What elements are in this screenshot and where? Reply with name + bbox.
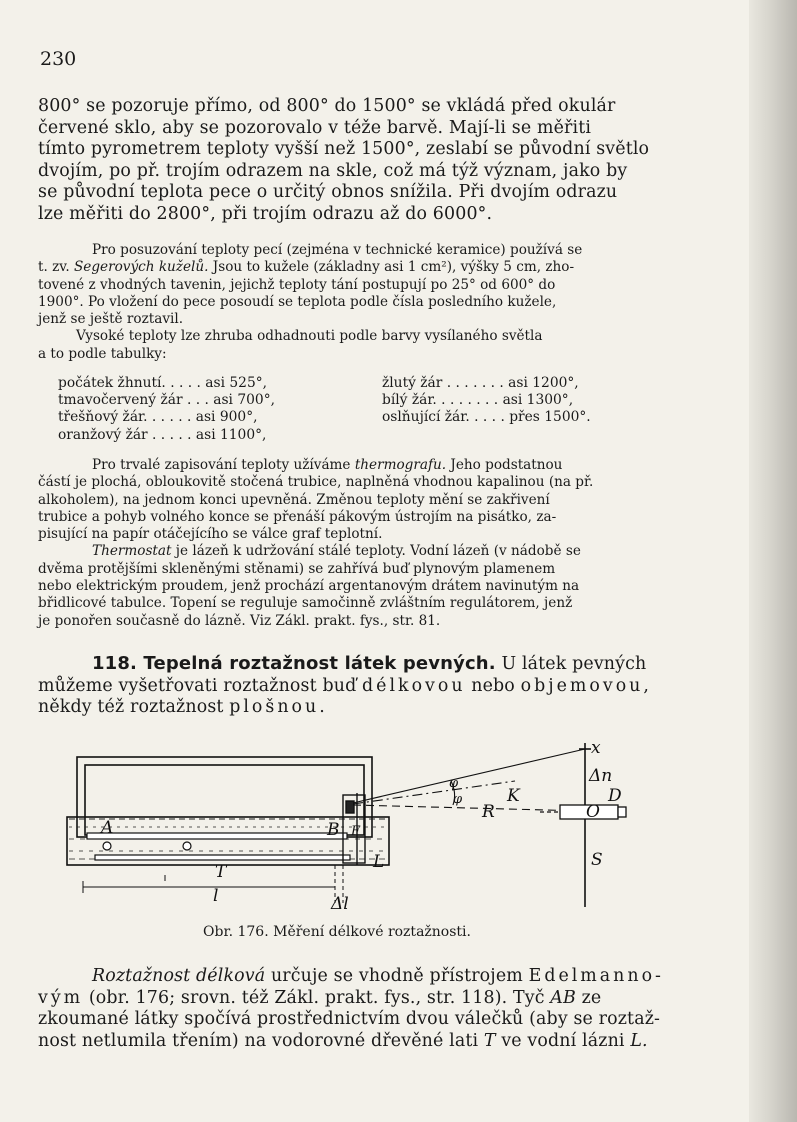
rod-ab [87,833,350,860]
table-cell: bílý žár. . . . . . . . asi 1300°, [382,392,574,409]
label-delta-n: Δn [589,766,613,786]
text-line: břidlicové tabulce. Topení se reguluje samočinně zvláštním regulátorem, jenž [38,595,573,612]
text-line: můžeme vyšetřovati roztažnost buď délkovou nebo objemovou, [38,675,652,696]
text-line: Thermostat je lázeň k udržování stálé teploty. Vodní lázeň (v nádobě se [92,543,581,560]
table-row [58,375,591,392]
label-a: A [101,818,114,838]
table-cell: třešňový žár. . . . . . asi 900°, [58,409,258,426]
final-paragraph [38,966,670,1052]
table-cell: oslňující žár. . . . . přes 1500°. [382,409,591,426]
label-f: F [351,824,361,839]
telescope-d [540,805,626,819]
label-l-bath: L [373,852,385,872]
text-line: t. zv. Segerových kuželů. Jsou to kužele (základny asi 1 cm²), výšky 5 cm, zho- [38,259,575,276]
label-b: B [327,820,340,840]
label-d: D [608,786,622,806]
label-phi-2: φ [453,792,463,807]
intro-paragraph [38,96,670,225]
table-cell: žlutý žár . . . . . . . asi 1200°, [382,375,579,391]
label-phi-1: φ [449,776,459,791]
table-row [58,392,591,409]
text-line: vým (obr. 176; srovn. též Zákl. prakt. fys., str. 118). Tyč AB ze [38,987,602,1008]
text-line: Roztažnost délková určuje se vhodně přístrojem Edelmanno- [92,966,664,986]
table-cell: oranžový žár . . . . . asi 1100°, [58,426,267,443]
text-line: červené sklo, aby se pozorovalo v téže barvě. Mají-li se měřiti [38,117,592,138]
text-line: 800° se pozoruje přímo, od 800° do 1500° se vkládá před okulár [38,96,616,116]
text-line: lze měřiti do 2800°, při trojím odrazu až do 6000°. [38,203,493,224]
text-line: Vysoké teploty lze zhruba odhadnouti podle barvy vysílaného světla [76,328,543,345]
table-cell: tmavočervený žár . . . asi 700°, [58,392,275,409]
label-l: l [213,886,219,906]
text-line: a to podle tabulky: [38,345,167,362]
text-line: se původní teplota pece o určitý obnos snížila. Při dvojím odrazu [38,182,618,202]
thermograph-paragraph [38,457,670,630]
text-line: tovené z vhodných tavenin, jejichž teploty tání postupují po 25° od 600° do [38,276,556,293]
text-line: pisující na papír otáčejícího se válce graf teplotní. [38,526,383,543]
color-temperature-table [58,375,591,444]
text-line: zkoumané látky spočívá prostřednictvím dvou válečků (aby se roztaž- [38,1009,661,1029]
figure-caption: Obr. 176. Měření délkové roztažnosti. [203,924,471,940]
table-cell: počátek žhnutí. . . . . asi 525°, [58,375,268,391]
text-line: jenž se ještě roztavil. [38,311,184,328]
label-r: R [482,802,495,822]
light-rays [353,749,585,811]
table-row [58,409,591,426]
text-line: nost netlumila třením) na vodorovné dřevěné lati T ve vodní lázni L. [38,1030,648,1051]
section-heading: 118. Tepelná roztažnost látek pevných. [92,653,496,674]
text-line: trubice a pohyb volného konce se přenáší pákovým ústrojím na pisátko, za- [38,508,557,525]
text-line: tímto pyrometrem teploty vyšší než 1500°, zeslabí se původní světlo [38,139,650,159]
text-line: Pro trvalé zapisování teploty užíváme thermografu. Jeho podstatnou [92,457,563,473]
text-line: 118. Tepelná roztažnost látek pevných. U látek pevných [92,653,647,674]
table-row [58,427,591,444]
text-line: 1900°. Po vložení do pece posoudí se teplota podle čísla posledního kužele, [38,293,557,310]
text-line: je ponořen současně do lázně. Viz Zákl. prakt. fys., str. 81. [38,612,441,629]
seger-cones-paragraph [38,242,670,363]
label-s: S [591,850,603,870]
text-line: částí je plochá, obloukovitě stočená trubice, naplněná vhodnou kapalinou (na př. [38,474,594,491]
text-line: alkoholem), na jednom konci upevněná. Změnou teploty mění se zakřivení [38,491,550,508]
figure-176-diagram [55,735,655,910]
label-t: T [215,862,227,882]
section-118 [38,653,670,719]
label-x: x [591,738,601,758]
text-line: nebo elektrickým proudem, jenž prochází argentanovým drátem navinutým na [38,578,580,595]
text-line: dvojím, po př. trojím odrazem na skle, což má týž význam, jako by [38,160,628,181]
label-o: O [586,802,600,822]
text-line: dvěma protějšími skleněnými stěnami) se zahřívá buď plynovým plamenem [38,560,556,577]
page-edge-shadow [749,0,797,1122]
page-number: 230 [40,48,77,70]
text-line: Pro posuzování teploty pecí (zejména v technické keramice) používá se [92,242,583,258]
label-k: K [507,786,520,806]
text-line: někdy též roztažnost plošnou. [38,697,328,717]
label-delta-l: Δl [331,894,349,910]
